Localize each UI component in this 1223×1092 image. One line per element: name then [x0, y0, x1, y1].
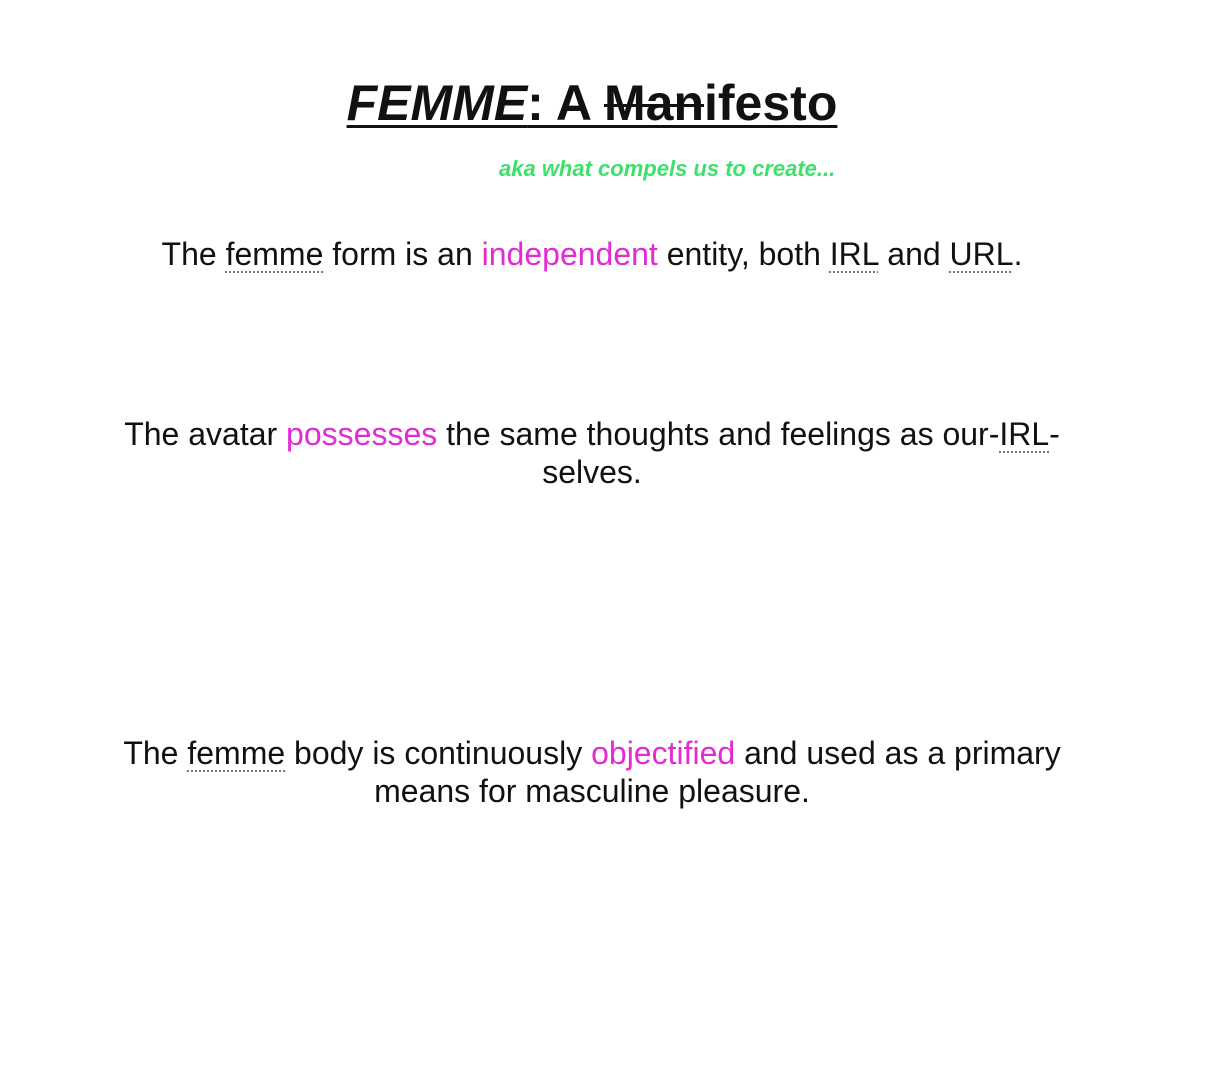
statement-3-text-d: means for masculine pleasure. [374, 773, 810, 809]
spellcheck-word-irl[interactable]: IRL [999, 416, 1050, 452]
statement-2-text-d: selves. [542, 454, 642, 490]
subtitle: aka what compels us to create... [499, 156, 836, 181]
statement-2-text-b: the same thoughts and feelings as our- [437, 416, 1000, 452]
manifesto-title [0, 74, 1184, 132]
spellcheck-word-femme[interactable]: femme [225, 236, 324, 272]
statement-2 [50, 415, 1134, 491]
title-ifesto: ifesto [704, 75, 838, 131]
title-struck-man: Man [604, 75, 705, 131]
highlight-objectified: objectified [591, 735, 736, 771]
spellcheck-word-femme[interactable]: femme [187, 735, 286, 771]
highlight-independent: independent [481, 236, 658, 272]
statement-1 [50, 235, 1134, 273]
statement-1-text-b: form is an [323, 236, 482, 272]
statement-1-text-d: and [878, 236, 950, 272]
statement-3 [50, 734, 1134, 810]
statement-1-text-c: entity, both [657, 236, 830, 272]
statement-3-text-a: The [123, 735, 188, 771]
statement-2-text-c: - [1049, 416, 1060, 452]
statement-1-text-e: . [1013, 236, 1023, 272]
spellcheck-word-url[interactable]: URL [949, 236, 1014, 272]
title-femme: FEMME [346, 75, 528, 131]
statement-1-text-a: The [161, 236, 226, 272]
statement-2-text-a: The avatar [124, 416, 287, 452]
title-colon-a: : A [527, 75, 605, 131]
statement-3-text-b: body is continuously [285, 735, 592, 771]
highlight-possesses: possesses [286, 416, 438, 452]
spellcheck-word-irl[interactable]: IRL [829, 236, 879, 272]
statement-3-text-c: and used as a primary [735, 735, 1061, 771]
